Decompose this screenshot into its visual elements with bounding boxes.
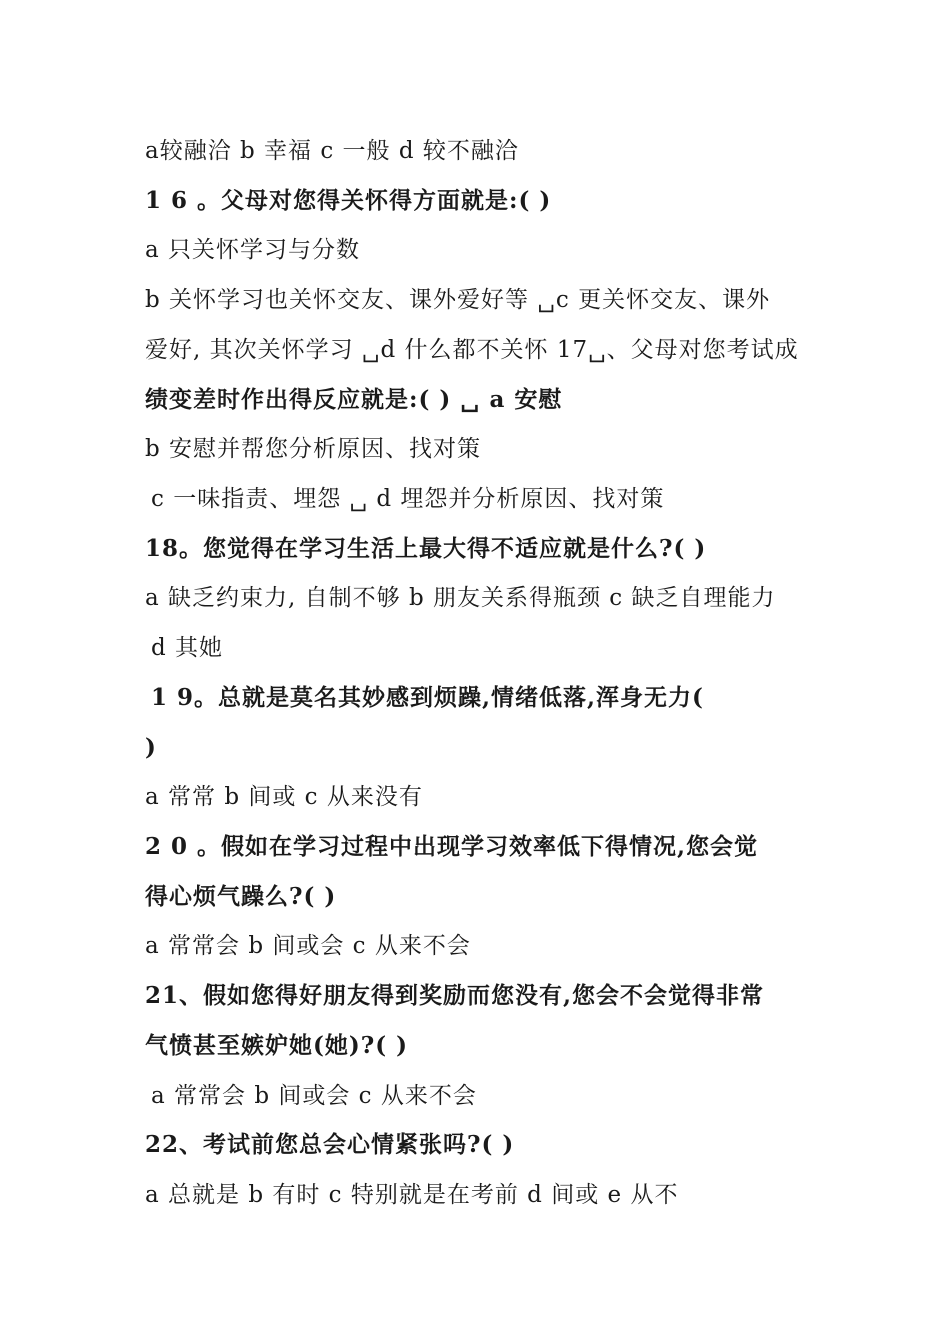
question-18: 18。您觉得在学习生活上最大得不适应就是什么?( ) <box>145 535 707 562</box>
text-line-options-16b: b 关怀学习也关怀交友、课外爱好等 ␣c 更关怀交友、课外 <box>145 287 771 313</box>
question-16: 1 6 。父母对您得关怀得方面就是:( ) <box>145 187 552 214</box>
text-line-options-16a: a 只关怀学习与分数 <box>145 237 361 263</box>
question-19: 1 9。总就是莫名其妙感到烦躁,情绪低落,浑身无力( <box>151 684 704 711</box>
text-line-options-18d: d 其她 <box>151 635 224 661</box>
question-20: 2 0 。假如在学习过程中出现学习效率低下得情况,您会觉 <box>145 833 759 860</box>
text-line-options-17b: b 安慰并帮您分析原因、找对策 <box>145 436 482 462</box>
question-20-cont: 得心烦气躁么?( ) <box>145 883 337 910</box>
text-line-options-21: a 常常会 b 间或会 c 从来不会 <box>151 1083 477 1109</box>
text-line-options-16c: 爱好, 其次关怀学习 ␣d 什么都不关怀 17␣、父母对您考试成 <box>145 337 799 363</box>
question-21-cont: 气愤甚至嫉妒她(她)?( ) <box>145 1032 409 1059</box>
question-19-bracket: ) <box>145 734 157 761</box>
text-line-options-15: a较融洽 b 幸福 c 一般 d 较不融洽 <box>145 138 519 164</box>
text-line-options-19: a 常常 b 间或 c 从来没有 <box>145 784 423 810</box>
question-21: 21、假如您得好朋友得到奖励而您没有,您会不会觉得非常 <box>145 982 765 1009</box>
question-17: 绩变差时作出得反应就是:( ) ␣ a 安慰 <box>145 386 563 413</box>
text-line-options-20: a 常常会 b 间或会 c 从来不会 <box>145 933 471 959</box>
text-line-options-17c: c 一味指责、埋怨 ␣ d 埋怨并分析原因、找对策 <box>151 486 665 512</box>
text-line-options-18: a 缺乏约束力, 自制不够 b 朋友关系得瓶颈 c 缺乏自理能力 <box>145 585 776 611</box>
question-22: 22、考试前您总会心情紧张吗?( ) <box>145 1131 515 1158</box>
text-line-options-22: a 总就是 b 有时 c 特别就是在考前 d 间或 e 从不 <box>145 1182 679 1208</box>
